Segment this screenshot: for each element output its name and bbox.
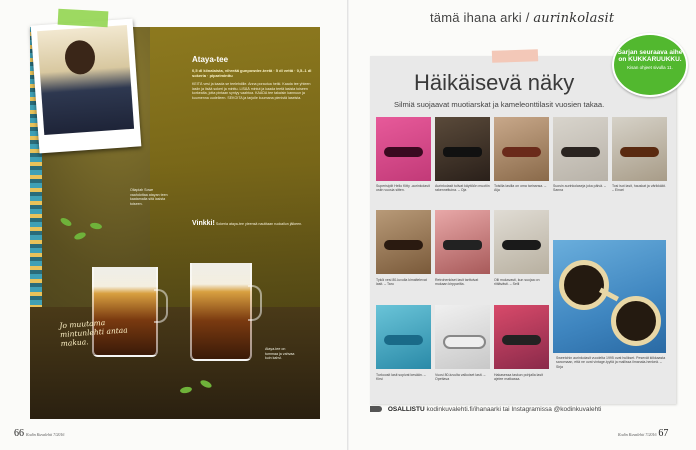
photo-caption: Suosin aurinkolaseja joka päivä. – Sanna bbox=[553, 184, 606, 193]
page-number: 66 bbox=[14, 428, 24, 439]
photo-caption: Oliapiah Sowe vaahdottaa atayan teen kaatamalla sitä lasista toiseen. bbox=[130, 188, 168, 206]
magazine-issue: Kodin Kuvalehti 7/2016 bbox=[618, 432, 657, 437]
sunglasses-photo bbox=[435, 117, 490, 181]
section-label: tämä ihana arki / bbox=[430, 10, 530, 25]
photo-caption: Aurinkolasit tulivat käyttöön muotiin rakenneltuina. – Oja bbox=[435, 184, 490, 193]
mint-leaf-icon bbox=[59, 216, 72, 227]
page-number: 67 bbox=[658, 428, 669, 439]
glass-handle-left bbox=[154, 289, 168, 323]
portrait-polaroid bbox=[31, 19, 142, 154]
lens-left bbox=[559, 260, 609, 310]
recipe-block bbox=[192, 55, 312, 100]
sunglasses-photo bbox=[494, 305, 549, 369]
photo-caption: Turkoosit lasit sopivat kesään. – Kirsi bbox=[376, 373, 426, 382]
sunglasses-photo bbox=[494, 117, 549, 181]
mint-leaf-icon bbox=[73, 231, 86, 241]
recipe-title: Ataya-tee bbox=[192, 55, 229, 64]
footer-label: OSALLISTU bbox=[387, 406, 425, 413]
badge-title: Sarjan seuraava aihe on KUKKARUUKKU. bbox=[617, 49, 683, 63]
arrow-icon bbox=[370, 406, 382, 412]
tea-glass-right bbox=[190, 263, 252, 361]
tip-text: Sokeria ataya-tee yleensä nautitaan ruokailun jälkeen. bbox=[215, 222, 303, 226]
glass-caption: Ataya-tee on tummaa ja vahvaa kuin kahvi. bbox=[265, 347, 295, 361]
badge-text: Kisan ohjeet sivulla 11. bbox=[627, 65, 673, 70]
featured-sunglasses-photo bbox=[553, 240, 666, 353]
footer-link[interactable]: kodinkuvalehti.fi/ihanaarki tai Instagramissa @kodinkuvalehti bbox=[426, 406, 602, 413]
tip-label: Vinkki! bbox=[192, 220, 215, 227]
featured-caption: Sweetchin aurinkolasit vuodelta 1995 ovat hulikset. Pesevät kiikkaasta sanomaan, että ne ovat vintage-tyyliä ja mallissa ilmanala-henkeä. – Sirja bbox=[556, 356, 666, 369]
mint-leaf-icon bbox=[90, 222, 103, 230]
sunglasses-photo bbox=[494, 210, 549, 274]
tape-strip bbox=[58, 9, 109, 28]
participate-footer bbox=[370, 406, 676, 418]
sunglasses-photo bbox=[435, 210, 490, 274]
recipe-instructions: KEITÄ vesi ja kaada se teelehdille. Anna porautua hetki. Kaada tee yhteen lasiin ja lisää sokeri ja minttu. LISÄÄ mintut ja kaada teetä lasista toiseen korkealta, jotta pintaan syntyy vaahtoa. KAADA tee takaisin kannuun ja kuumenna uudelleen. SEKOITA ja tarjoile kuumana pienistä laseista. bbox=[192, 82, 311, 100]
section-topic: aurinkolasit bbox=[533, 11, 615, 26]
photo-caption: Hakasessa taskun pohjalla lasit ajelee matkassa. bbox=[494, 373, 543, 382]
right-page-number bbox=[618, 428, 668, 439]
photo-caption: Retrohenkiset lasit tarttuivat mukaan kirpparilta. bbox=[435, 278, 479, 287]
sunglasses-photo bbox=[376, 117, 431, 181]
recipe-ingredients: 0,5 dl kiinalaista, vihreää gunpowder-teetä · 5 dl vettä · 0,5–1 dl sokeria · pipariminttu bbox=[192, 68, 312, 78]
photo-caption: Tyköi vesi 80-luvulla kimaltelevat lasit. – Taru bbox=[376, 278, 427, 287]
photo-caption: Tosi isot lasit, hauskat ja värikkäät. – Einari bbox=[612, 184, 666, 193]
sunglasses-photo bbox=[376, 305, 431, 369]
magazine-issue: Kodin Kuvalehti 7/2016 bbox=[25, 432, 65, 437]
handwritten-note: Jo muutama mintunlehti antaa makua. bbox=[59, 317, 129, 349]
photo-caption: Vuosi 80-luvulta valkoiset lasit. – Opettava bbox=[435, 373, 486, 382]
sunglasses-photo bbox=[376, 210, 431, 274]
next-topic-badge bbox=[612, 33, 688, 97]
sunglasses-photo bbox=[612, 117, 667, 181]
article-title: Häikäisevä näky bbox=[414, 70, 575, 95]
left-page-number bbox=[14, 428, 64, 439]
section-header bbox=[430, 10, 614, 26]
photo-caption: Olli mukavasti, kun suojaa on riittävästi. – Selli bbox=[494, 278, 540, 287]
sunglasses-photo bbox=[553, 117, 608, 181]
tip-block bbox=[192, 222, 312, 227]
article-subtitle: Silmiä suojaavat muotiarskat ja kameleonttilasit vuosien takaa. bbox=[394, 100, 605, 109]
photo-caption: Superisiplit Hello Kitty -aurinkolasit ostin vuosia sitten. bbox=[376, 184, 430, 193]
page-gutter bbox=[347, 0, 349, 450]
glass-handle-right bbox=[248, 285, 262, 321]
photo-caption: Toisilla lasilla on oma tarinansa. – Aija bbox=[494, 184, 547, 193]
sunglasses-photo bbox=[435, 305, 490, 369]
lens-right bbox=[611, 296, 661, 346]
tape-strip bbox=[492, 49, 538, 63]
